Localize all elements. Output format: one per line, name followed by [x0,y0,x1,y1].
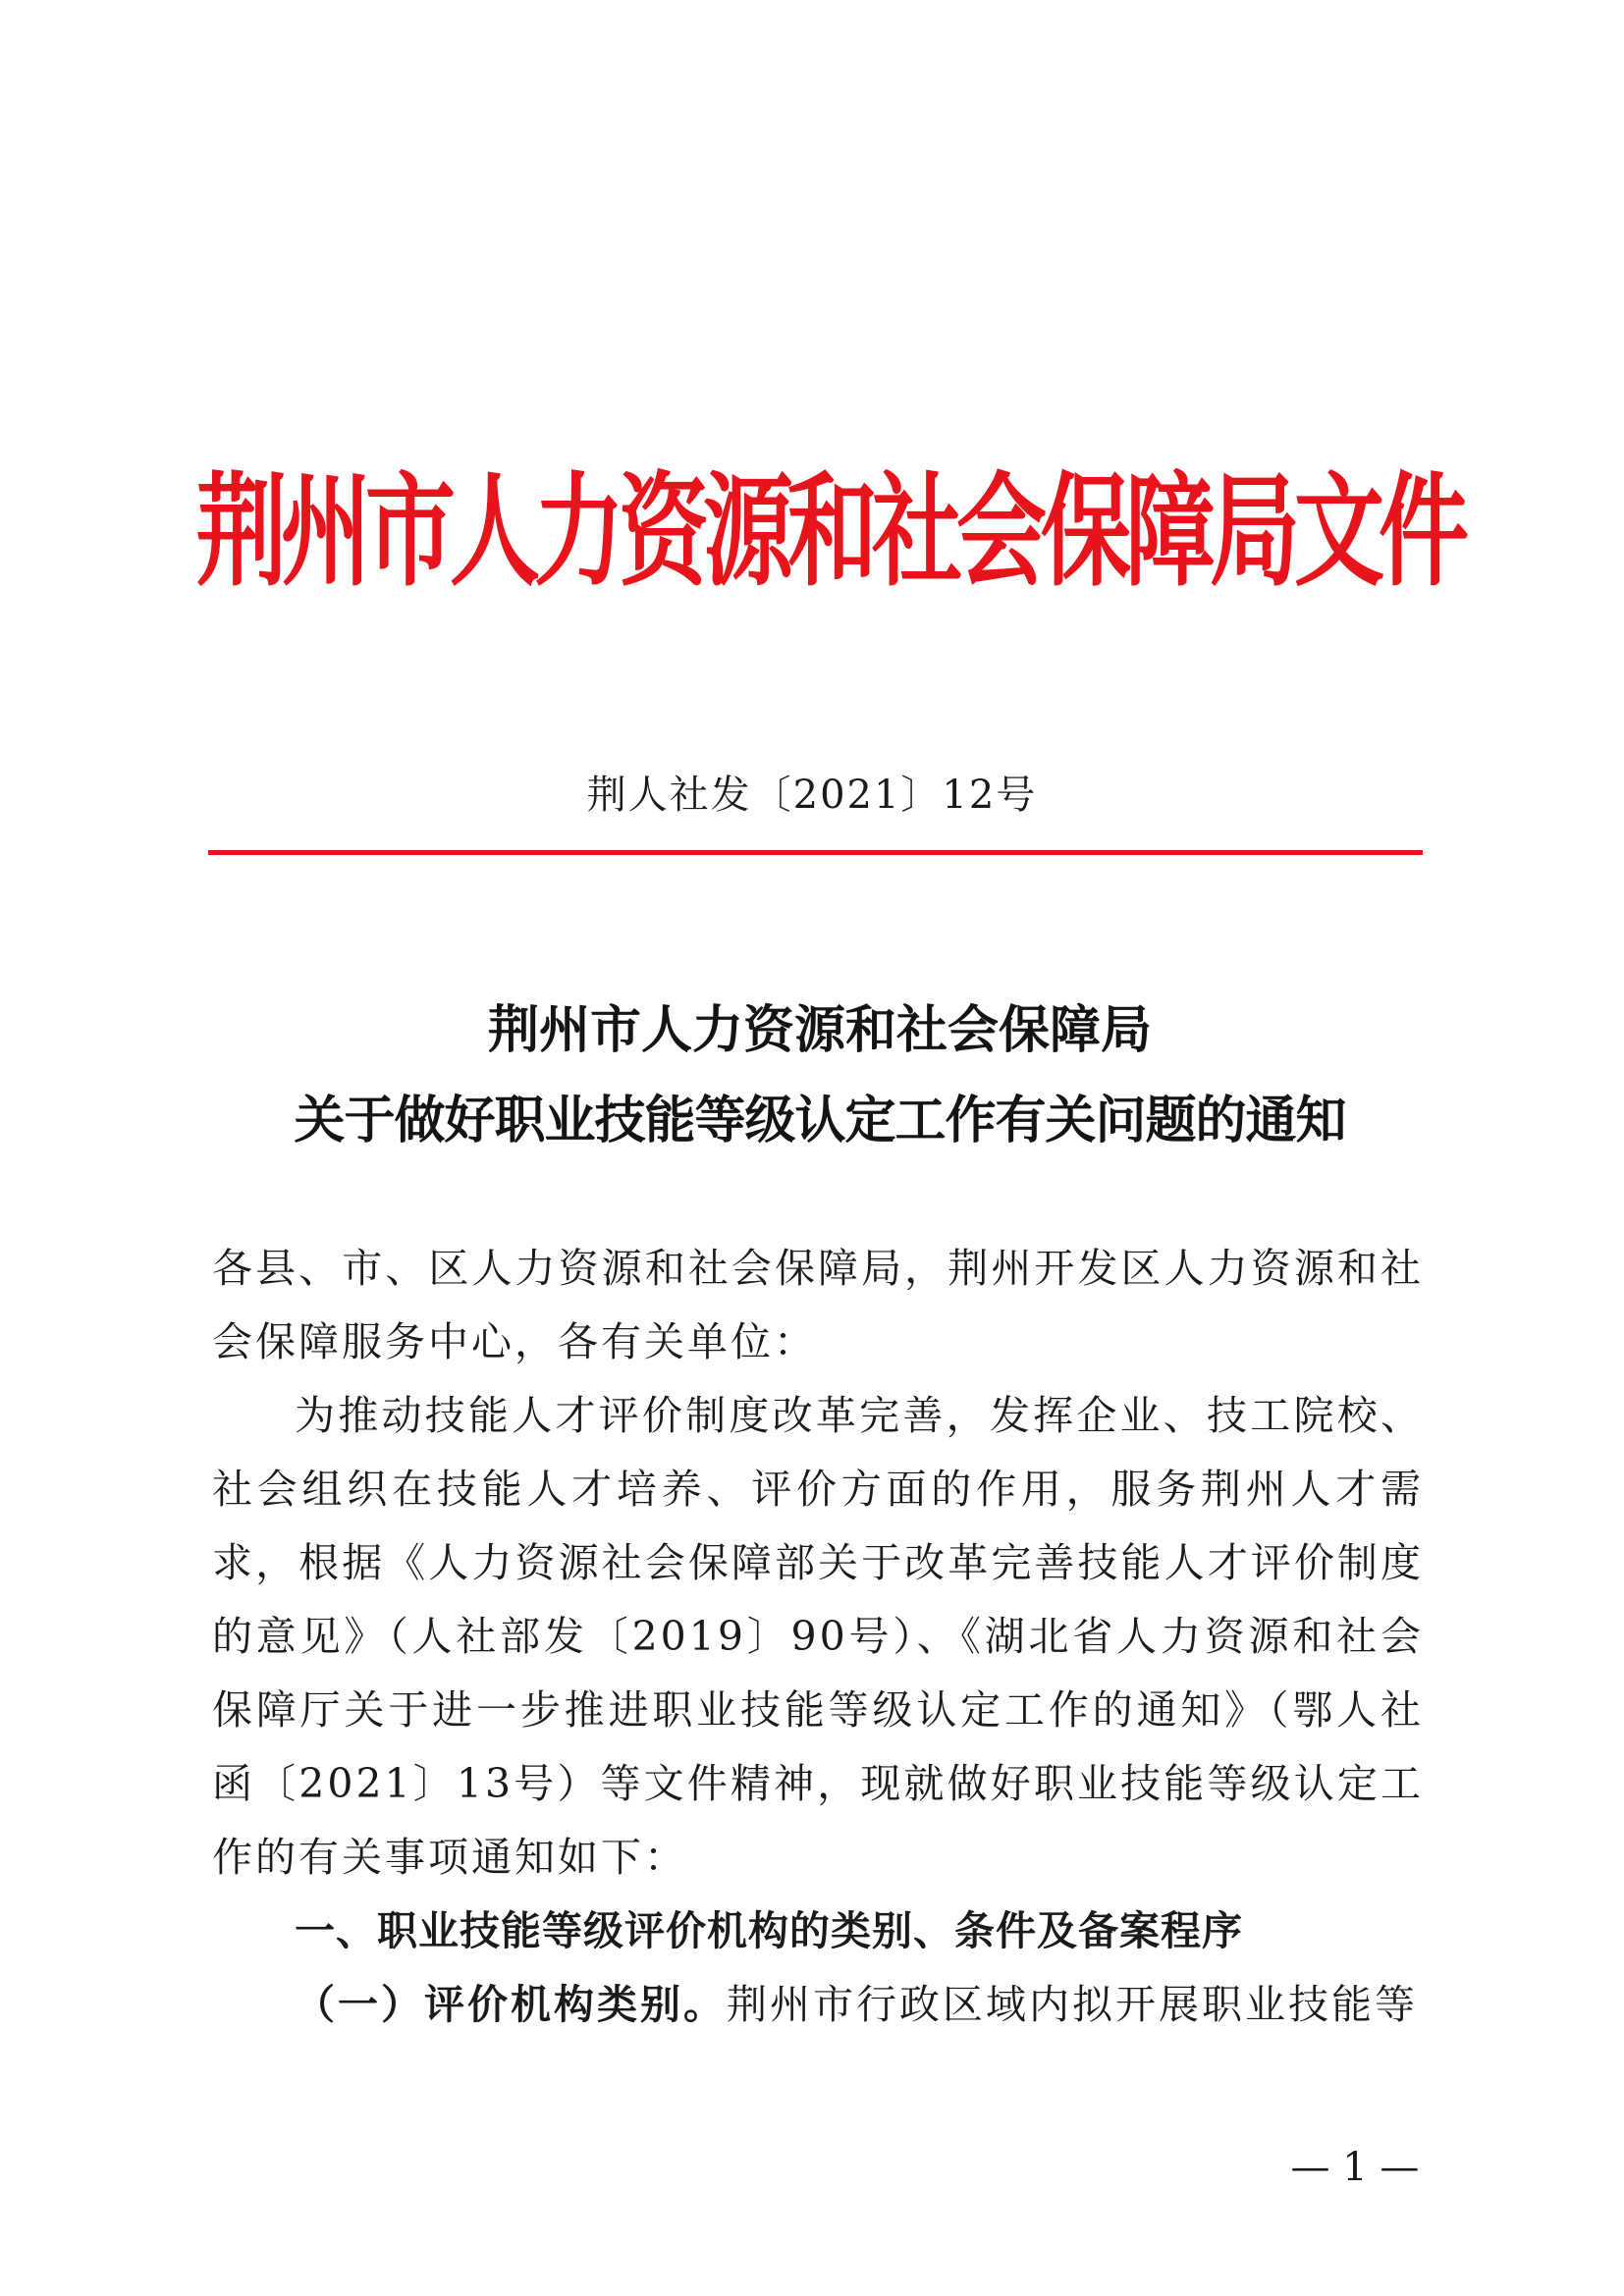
issuer-red-header: 荆州市人力资源和社会保障局文件 [196,459,1464,604]
subsection-1-text: 荆州市行政区域内拟开展职业技能等 [727,1981,1418,2028]
document-title-line-2: 关于做好职业技能等级认定工作有关问题的通知 [294,1091,1346,1150]
page-number: — 1 — [1290,2145,1420,2190]
addressee-paragraph: 各县、市、区人力资源和社会保障局，荆州开发区人力资源和社会保障服务中心，各有关单位： [212,1245,1424,1365]
document-title-line-1: 荆州市人力资源和社会保障局 [487,1000,1152,1060]
subsection-1-paragraph [212,1968,1424,2042]
document-number: 荆人社发〔2021〕12号 [586,773,1038,818]
document-body [212,1232,1424,2042]
subsection-1-label: （一）评价机构类别。 [295,1981,727,2028]
red-divider-line [208,850,1423,855]
section-1-heading: 一、职业技能等级评价机构的类别、条件及备案程序 [295,1907,1243,1954]
intro-paragraph: 为推动技能人才评价制度改革完善，发挥企业、技工院校、社会组织在技能人才培养、评价方面的作用，服务荆州人才需求，根据《人力资源社会保障部关于改革完善技能人才评价制度的意见》（人社部发〔2019〕90号）、《湖北省人力资源和社会保障厅关于进一步推进职业技能等级认定工作的通知》（鄂人社函〔2021〕13号）等文件精神，现就做好职业技能等级认定工作的有关事项通知如下： [212,1392,1424,1881]
